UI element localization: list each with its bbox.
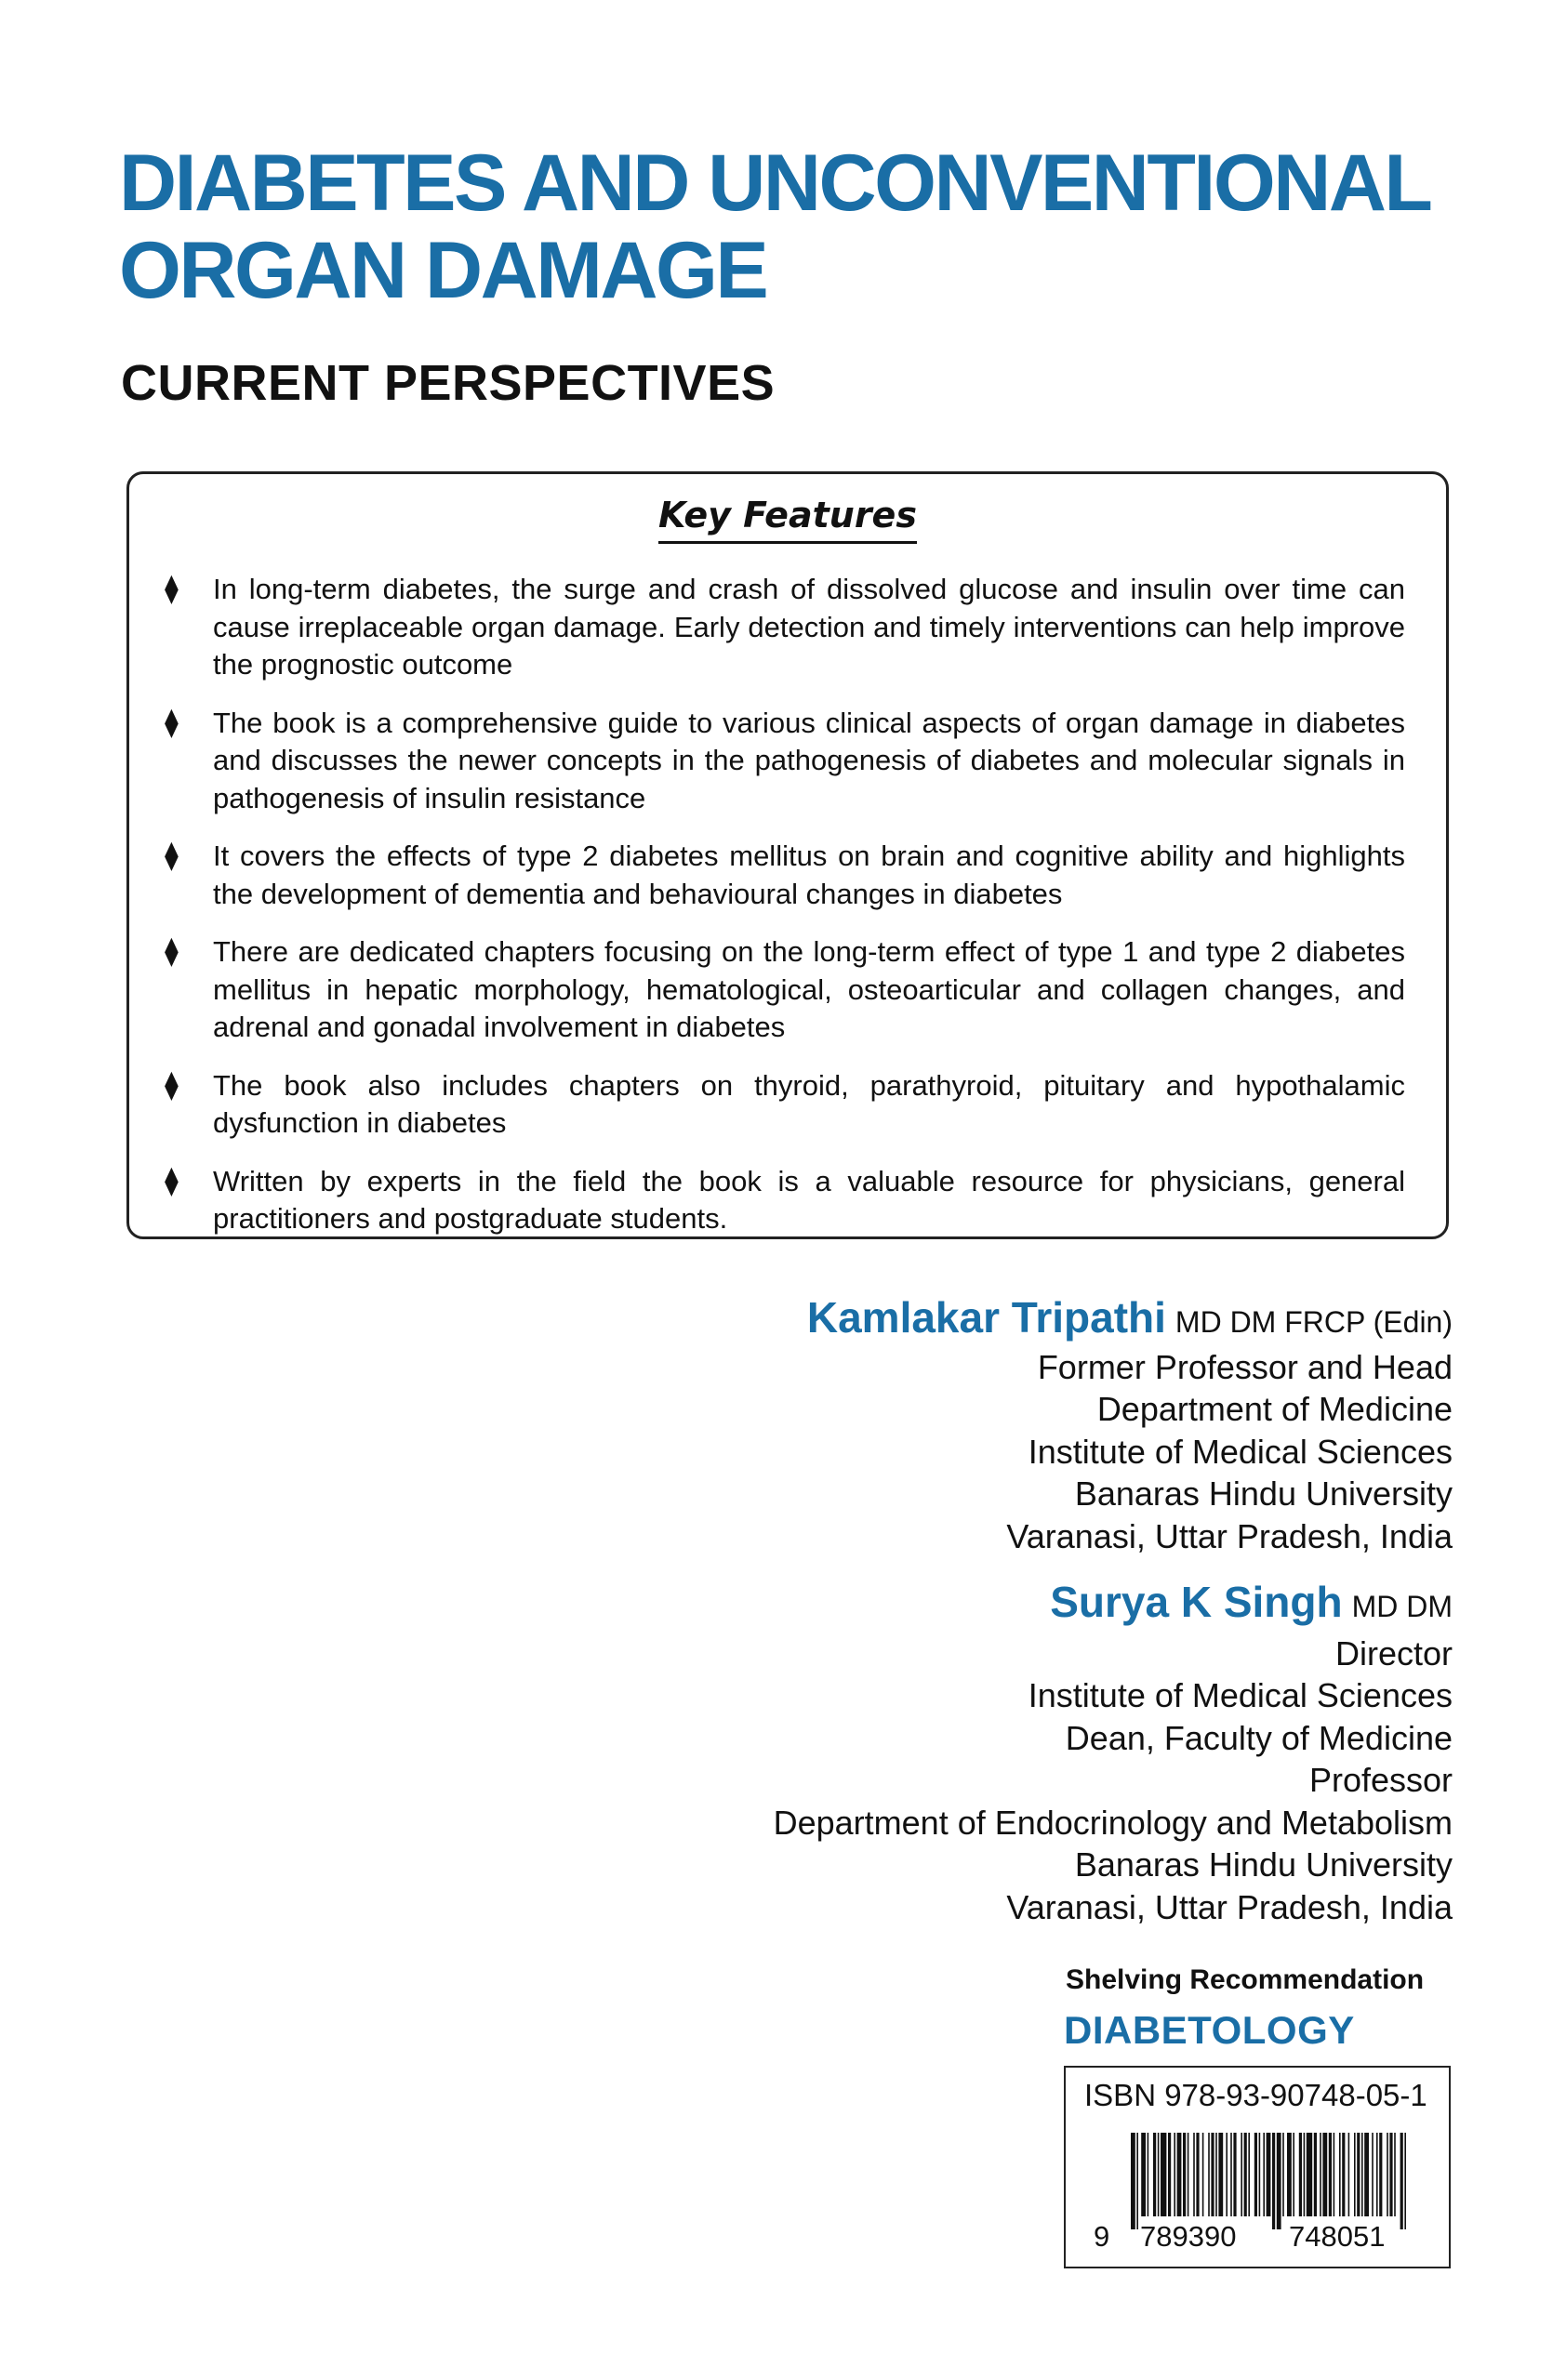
barcode-bar [1267, 2133, 1271, 2216]
barcode-icon [1131, 2133, 1410, 2229]
diamond-bullet-icon: ⧫ [165, 840, 179, 871]
feature-item [165, 933, 1405, 1047]
barcode-bar [1188, 2133, 1189, 2216]
barcode-bar [1131, 2133, 1135, 2229]
author-1-affiliation-line: Varanasi, Uttar Pradesh, India [1006, 1517, 1453, 1555]
diamond-bullet-icon: ⧫ [165, 1069, 179, 1101]
barcode-bar [1307, 2133, 1312, 2216]
feature-text: It covers the effects of type 2 diabetes mellitus on brain and cognitive ability and highlights the development of dementia and behavioural changes in diabetes [213, 840, 1405, 910]
barcode-bar [1329, 2133, 1332, 2216]
barcode-bar [1259, 2133, 1261, 2216]
barcode-bar [1158, 2133, 1160, 2216]
shelving-recommendation-label: Shelving Recommendation [1066, 1964, 1425, 1995]
key-features-heading-text: Key Features [658, 493, 917, 544]
book-subtitle: CURRENT PERSPECTIVES [121, 355, 776, 411]
barcode-bar [1241, 2133, 1242, 2216]
barcode-bar [1277, 2133, 1281, 2229]
author-2-affiliation-line: Varanasi, Uttar Pradesh, India [1006, 1888, 1453, 1926]
book-title-line-2: ORGAN DAMAGE [119, 226, 767, 315]
author-1-name: Kamlakar Tripathi [806, 1293, 1166, 1342]
diamond-bullet-icon: ⧫ [165, 707, 179, 738]
barcode-bar [1230, 2133, 1232, 2216]
barcode-bar [1304, 2133, 1306, 2216]
barcode-bar [1148, 2133, 1149, 2216]
key-features-list [165, 571, 1405, 1259]
author-1-credentials: MD DM FRCP (Edin) [1174, 1305, 1453, 1339]
barcode-bar [1348, 2133, 1350, 2216]
barcode-bar [1287, 2133, 1292, 2216]
barcode-bar [1153, 2133, 1156, 2216]
barcode-bar [1226, 2133, 1228, 2216]
barcode-bar [1339, 2133, 1341, 2216]
isbn-barcode-box [1064, 2066, 1451, 2268]
author-2-credentials: MD DM [1351, 1590, 1453, 1623]
barcode-bar [1208, 2133, 1210, 2216]
key-features-heading [129, 493, 1446, 544]
barcode-bar [1193, 2133, 1195, 2216]
author-2-affiliation-line: Director [1334, 1634, 1453, 1673]
barcode-bar [1379, 2133, 1382, 2216]
barcode-bar [1183, 2133, 1186, 2216]
author-1-affiliation-line: Department of Medicine [1096, 1390, 1453, 1428]
barcode-bar [1244, 2133, 1247, 2216]
barcode-bar [1161, 2133, 1166, 2216]
shelving-recommendation-value: DIABETOLOGY [1064, 2008, 1355, 2052]
barcode-bar [1299, 2133, 1302, 2216]
author-2-affiliation-line: Professor [1308, 1761, 1453, 1799]
feature-item [165, 1163, 1405, 1238]
barcode-bar [1400, 2133, 1403, 2229]
barcode-bar [1215, 2133, 1217, 2216]
barcode-bar [1320, 2133, 1321, 2216]
author-2-affiliation-line: Banaras Hindu University [1074, 1845, 1453, 1884]
author-1-heading [807, 1292, 1453, 1342]
barcode-bar [1233, 2133, 1236, 2216]
barcode-bar [1177, 2133, 1182, 2216]
book-title-line-1: DIABETES AND UNCONVENTIONAL [119, 139, 1431, 228]
diamond-bullet-icon: ⧫ [165, 936, 179, 967]
barcode-bar [1314, 2133, 1317, 2216]
barcode-bar [1364, 2133, 1369, 2216]
isbn-number: ISBN 978-93-90748-05-1 [1084, 2078, 1427, 2112]
author-2-name: Surya K Singh [1050, 1578, 1343, 1626]
author-2-heading [1050, 1577, 1453, 1627]
barcode-bar [1322, 2133, 1327, 2216]
feature-text: The book is a comprehensive guide to various clinical aspects of organ damage in diabetes and discusses the newer concepts in the pathogenesis of diabetes and molecular signals in pathogenesis of insulin resistance [213, 706, 1405, 814]
diamond-bullet-icon: ⧫ [165, 1165, 179, 1197]
key-features-box [126, 471, 1449, 1239]
barcode-bar [1342, 2133, 1345, 2216]
author-1-affiliation-line: Former Professor and Head [1037, 1348, 1453, 1386]
book-title [119, 139, 1477, 314]
author-2-affiliation-line: Dean, Faculty of Medicine [1065, 1719, 1453, 1757]
barcode-bar [1354, 2133, 1356, 2216]
barcode-bar [1174, 2133, 1175, 2216]
feature-text: The book also includes chapters on thyroid, parathyroid, pituitary and hypothalamic dysfunction in diabetes [213, 1068, 1405, 1139]
barcode-bar [1361, 2133, 1363, 2216]
barcode-digit-group-1: 789390 [1140, 2220, 1237, 2253]
author-1-affiliation-line: Institute of Medical Sciences [1028, 1433, 1453, 1471]
barcode-bar [1254, 2133, 1257, 2216]
barcode-bar [1387, 2133, 1388, 2216]
barcode-bar [1136, 2133, 1138, 2229]
author-2-affiliation-line: Department of Endocrinology and Metabolism [773, 1804, 1453, 1842]
feature-text: Written by experts in the field the book is a valuable resource for physicians, general practitioners and postgraduate students. [213, 1164, 1405, 1235]
barcode-bar [1141, 2133, 1146, 2216]
barcode-bar [1282, 2133, 1284, 2216]
barcode-bar [1357, 2133, 1360, 2216]
barcode-bar [1211, 2133, 1214, 2216]
feature-item [165, 705, 1405, 818]
feature-text: There are dedicated chapters focusing on the long-term effect of type 1 and type 2 diabetes mellitus in hepatic morphology, hematological, osteoarticular and collagen changes, and adrenal and gonadal involvement in diabetes [213, 935, 1405, 1043]
barcode-digit-first: 9 [1094, 2220, 1110, 2253]
author-1-affiliation-line: Banaras Hindu University [1074, 1474, 1453, 1513]
barcode-bar [1248, 2133, 1250, 2216]
barcode-bar [1376, 2133, 1378, 2216]
barcode-bar [1272, 2133, 1275, 2229]
barcode-digit-group-2: 748051 [1289, 2220, 1386, 2253]
diamond-bullet-icon: ⧫ [165, 574, 179, 604]
barcode-bar [1389, 2133, 1392, 2216]
feature-text: In long-term diabetes, the surge and crash of dissolved glucose and insulin over time can cause irreplaceable organ damage. Early detection and timely interventions can help improve the prognostic outcome [213, 573, 1405, 681]
barcode-bar [1293, 2133, 1294, 2216]
barcode-bar [1202, 2133, 1204, 2216]
barcode-bar [1168, 2133, 1171, 2216]
barcode-bar [1404, 2133, 1406, 2229]
feature-item [165, 1067, 1405, 1143]
barcode-bar [1372, 2133, 1374, 2216]
barcode-bar [1334, 2133, 1335, 2216]
feature-item [165, 571, 1405, 684]
barcode-bar [1218, 2133, 1223, 2216]
barcode-bar [1394, 2133, 1396, 2216]
feature-item [165, 838, 1405, 913]
barcode-bar [1263, 2133, 1265, 2216]
barcode-bar [1196, 2133, 1199, 2216]
author-2-affiliation-line: Institute of Medical Sciences [1028, 1676, 1453, 1714]
